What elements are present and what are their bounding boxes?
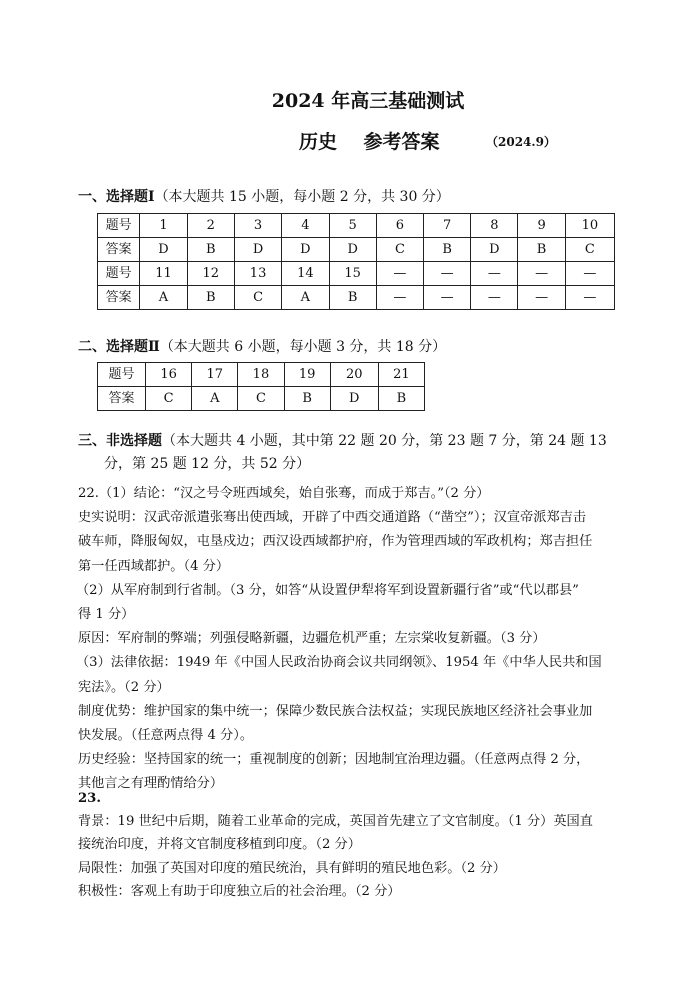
answer-cell: 13 [234, 262, 281, 286]
question-23-number: 23. [78, 791, 101, 806]
page-title: 2024 年高三基础测试 [271, 90, 465, 112]
answer-cell: B [424, 238, 471, 262]
q22-line: 22.（1）结论：“汉之号令班西域矣，始自张骞，而成于郑吉。”（2 分） [78, 486, 490, 501]
table-row [98, 262, 615, 286]
answer-cell: 6 [376, 214, 423, 238]
answer-cell: B [187, 238, 234, 262]
section2-heading-line [78, 336, 446, 356]
answer-cell: — [565, 286, 614, 310]
table-row [98, 238, 615, 262]
answer-cell: B [284, 387, 330, 411]
answer-cell: 7 [424, 214, 471, 238]
section3-note-line2: 分，第 25 题 12 分，共 52 分） [104, 456, 311, 472]
answer-cell: D [282, 238, 329, 262]
q22-line: 第一任西域都护。（4 分） [78, 558, 230, 574]
answer-cell: 15 [329, 262, 376, 286]
row-header-cell: 答案 [98, 238, 140, 262]
answer-table-2 [97, 362, 425, 411]
answer-cell: D [471, 238, 518, 262]
section3-heading-line [78, 430, 607, 450]
answer-cell: 21 [378, 363, 424, 387]
answer-cell: D [330, 387, 378, 411]
answer-cell: 14 [282, 262, 329, 286]
answer-cell: 2 [187, 214, 234, 238]
section3-note-line1: （本大题共 4 小题，其中第 22 题 20 分，第 23 题 7 分，第 24 题 13 [162, 433, 607, 449]
answer-cell: 16 [146, 363, 192, 387]
q22-line: 史实说明：汉武帝派遣张骞出使西域，开辟了中西交通道路（“凿空”）；汉宣帝派郑吉击 [78, 510, 587, 526]
answer-cell: — [565, 262, 614, 286]
answer-cell: C [146, 387, 192, 411]
q22-line: （2）从军府制到行省制。（3 分，如答“从设置伊犁将军到设置新疆行省”或“代以郡县” [76, 582, 579, 598]
row-header-cell: 题号 [98, 363, 146, 387]
q22-line: 破车师，降服匈奴，屯垦戍边；西汉设西域都护府，作为管理西域的军政机构；郑吉担任 [78, 534, 593, 550]
answer-cell: A [140, 286, 187, 310]
page-subtitle: 历史 参考答案 [299, 131, 440, 153]
q22-line: 其他言之有理酌情给分） [78, 776, 224, 792]
section3-heading: 三、非选择题 [78, 433, 162, 449]
section1-heading: 一、选择题Ⅰ [78, 189, 155, 205]
answer-cell: C [238, 387, 284, 411]
q22-line: （3）法律依据：1949 年《中国人民政治协商会议共同纲领》、1954 年《中华人民共和国 [76, 655, 602, 671]
answer-cell: 5 [329, 214, 376, 238]
q22-line: 制度优势：维护国家的集中统一；保障少数民族合法权益；实现民族地区经济社会事业加 [78, 703, 593, 719]
answer-cell: C [565, 238, 614, 262]
answer-cell: 17 [192, 363, 238, 387]
section1-heading-line [78, 186, 450, 206]
table-row [98, 214, 615, 238]
table-row [98, 363, 425, 387]
section1-note: （本大题共 15 小题，每小题 2 分，共 30 分） [154, 189, 450, 205]
q22-line: 快发展。（任意两点得 4 分）。 [78, 728, 254, 743]
q22-line: 得 1 分） [78, 607, 135, 622]
row-header-cell: 答案 [98, 286, 140, 310]
answer-cell: B [329, 286, 376, 310]
answer-cell: B [518, 238, 565, 262]
answer-cell: 20 [330, 363, 378, 387]
section2-note: （本大题共 6 小题，每小题 3 分，共 18 分） [159, 339, 447, 355]
answer-cell: — [376, 262, 423, 286]
answer-cell: D [329, 238, 376, 262]
q22-line: 原因：军府制的弊端；列强侵略新疆，边疆危机严重；左宗棠收复新疆。（3 分） [78, 631, 546, 647]
answer-cell: — [471, 262, 518, 286]
answer-cell: 18 [238, 363, 284, 387]
q23-line: 背景：19 世纪中后期，随着工业革命的完成，英国首先建立了文官制度。（1 分）英国直 [78, 814, 593, 829]
answer-cell: B [378, 387, 424, 411]
table-row [98, 286, 615, 310]
q22-line: 历史经验：坚持国家的统一；重视制度的创新；因地制宜治理边疆。（任意两点得 2 分， [78, 752, 590, 768]
q23-line: 局限性：加强了英国对印度的殖民统治，具有鲜明的殖民地色彩。（2 分） [78, 860, 506, 876]
row-header-cell: 题号 [98, 262, 140, 286]
answer-cell: 11 [140, 262, 187, 286]
answer-cell: 3 [234, 214, 281, 238]
answer-cell: 10 [565, 214, 614, 238]
answer-table-1 [97, 213, 615, 310]
answer-cell: 8 [471, 214, 518, 238]
answer-cell: A [282, 286, 329, 310]
answer-cell: C [234, 286, 281, 310]
answer-cell: A [192, 387, 238, 411]
answer-cell: — [376, 286, 423, 310]
answer-cell: — [518, 286, 565, 310]
exam-date: （2024.9） [486, 135, 556, 149]
answer-cell: — [424, 286, 471, 310]
row-header-cell: 题号 [98, 214, 140, 238]
answer-cell: — [424, 262, 471, 286]
answer-cell: 19 [284, 363, 330, 387]
answer-cell: — [518, 262, 565, 286]
answer-cell: C [376, 238, 423, 262]
q23-line: 接统治印度，并将文官制度移植到印度。（2 分） [78, 837, 361, 853]
row-header-cell: 答案 [98, 387, 146, 411]
q23-line: 积极性：客观上有助于印度独立后的社会治理。（2 分） [78, 884, 401, 900]
answer-cell: 4 [282, 214, 329, 238]
table-row [98, 387, 425, 411]
answer-cell: — [471, 286, 518, 310]
answer-cell: 9 [518, 214, 565, 238]
answer-cell: D [234, 238, 281, 262]
answer-cell: 12 [187, 262, 234, 286]
section2-heading: 二、选择题Ⅱ [78, 339, 160, 355]
answer-cell: 1 [140, 214, 187, 238]
answer-cell: B [187, 286, 234, 310]
q22-line: 宪法》。（2 分） [78, 679, 170, 695]
answer-cell: D [140, 238, 187, 262]
